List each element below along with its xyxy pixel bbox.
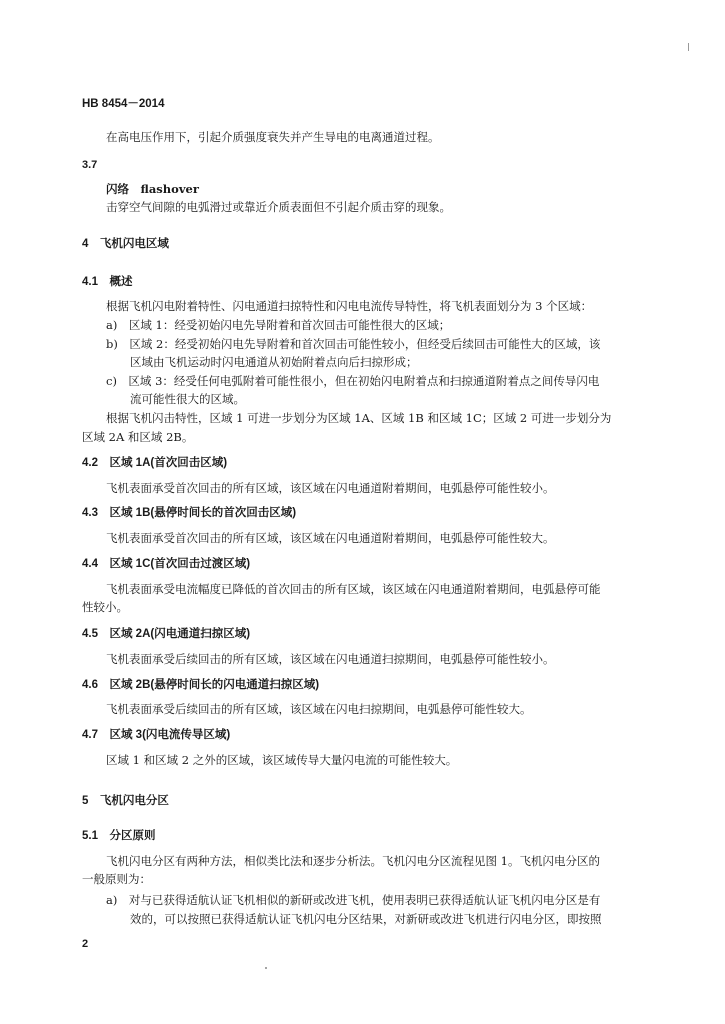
list-item: a) 区域 1：经受初始闪电先导附着和首次回击可能性很大的区域；: [106, 318, 451, 332]
subsection-heading: 4.6 区域 2B(悬停时间长的闪电通道扫掠区域): [82, 679, 320, 691]
page-number: 2: [82, 938, 89, 950]
subsection-heading: 4.7 区域 3(闪电流传导区域): [82, 729, 231, 741]
subsection-heading: 4.1 概述: [82, 276, 133, 288]
list-item-continuation: 效的，可以按照已获得适航认证飞机闪电分区结果，对新研或改进飞机进行闪电分区，即按照: [130, 912, 602, 926]
subsection-heading: 4.4 区域 1C(首次回击过渡区域): [82, 558, 251, 570]
subsection-heading: 4.5 区域 2A(闪电通道扫掠区域): [82, 628, 251, 640]
clause-number: 3.7: [82, 159, 98, 171]
list-item-continuation: 流可能性很大的区域。: [130, 392, 245, 406]
section-heading: 4 飞机闪电区域: [82, 238, 169, 250]
list-item: c) 区域 3：经受任何电弧附着可能性很小，但在初始闪电附着点和扫掠通道附着点之间传导闪电: [106, 374, 600, 388]
paragraph-line: 一般原则为：: [82, 872, 151, 886]
paragraph-line: 飞机表面承受后续回击的所有区域，该区域在闪电扫掠期间，电弧悬停可能性较大。: [106, 702, 532, 716]
paragraph-line: 飞机表面承受后续回击的所有区域，该区域在闪电通道扫掠期间，电弧悬停可能性较小。: [106, 652, 555, 666]
scan-speck: [265, 967, 267, 969]
term-title: 闪络 flashover: [106, 182, 199, 196]
list-item-continuation: 区域由飞机运动时闪电通道从初始附着点向后扫掠形成；: [130, 355, 418, 369]
doc-header-id: HB 8454－2014: [82, 98, 165, 110]
section-heading: 5 飞机闪电分区: [82, 795, 169, 807]
list-item: a) 对与已获得适航认证飞机相似的新研或改进飞机，使用表明已获得适航认证飞机闪电分区是有: [106, 893, 601, 907]
subsection-heading: 4.3 区域 1B(悬停时间长的首次回击区域): [82, 507, 297, 519]
paragraph-line: 区域 1 和区域 2 之外的区域，该区域传导大量闪电流的可能性较大。: [106, 753, 458, 767]
subsection-heading: 5.1 分区原则: [82, 830, 156, 842]
paragraph-line: 区域 2A 和区域 2B。: [82, 430, 194, 444]
term-definition: 击穿空气间隙的电弧滑过或靠近介质表面但不引起介质击穿的现象。: [106, 200, 451, 214]
paragraph-line: 飞机表面承受电流幅度已降低的首次回击的所有区域，该区域在闪电通道附着期间，电弧悬停可能: [106, 582, 601, 596]
scan-mark: [688, 43, 689, 51]
paragraph-line: 性较小。: [82, 600, 128, 614]
paragraph-line: 飞机闪电分区有两种方法，相似类比法和逐步分析法。飞机闪电分区流程见图 1。飞机闪电分区的: [106, 854, 600, 868]
paragraph-line: 根据飞机闪击特性，区域 1 可进一步划分为区域 1A、区域 1B 和区域 1C；区域 2 可进一步划分为: [106, 411, 612, 425]
paragraph-line: 飞机表面承受首次回击的所有区域，该区域在闪电通道附着期间，电弧悬停可能性较大。: [106, 531, 555, 545]
subsection-heading: 4.2 区域 1A(首次回击区域): [82, 457, 228, 469]
paragraph-line: 飞机表面承受首次回击的所有区域，该区域在闪电通道附着期间，电弧悬停可能性较小。: [106, 481, 555, 495]
list-item: b) 区域 2：经受初始闪电先导附着和首次回击可能性较小，但经受后续回击可能性大的区域，该: [106, 337, 601, 351]
paragraph-line: 在高电压作用下，引起介质强度衰失并产生导电的电离通道过程。: [106, 130, 440, 144]
paragraph-line: 根据飞机闪电附着特性、闪电通道扫掠特性和闪电电流传导特性，将飞机表面划分为 3 个区域：: [106, 299, 593, 313]
